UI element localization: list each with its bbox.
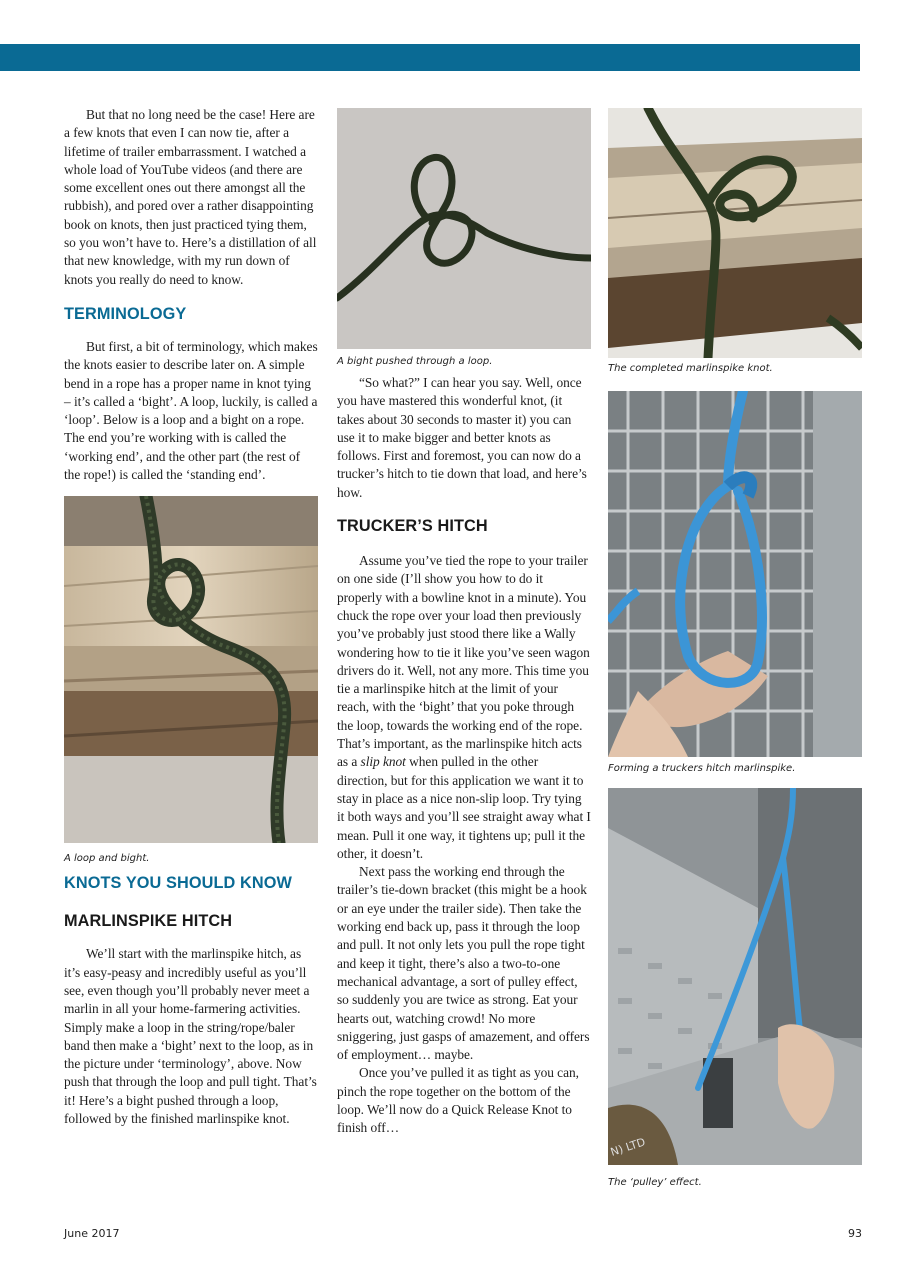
loop-and-bight-photo [64, 496, 318, 843]
truckers-hitch-photo [608, 391, 862, 757]
pulley-effect-photo [608, 788, 862, 1165]
truckers-text-b: when pulled in the other direction, but for this application we want it to stay in place as a nice non-slip loop. Try tying it both ways and you’ll see straight away what I mean. Pull it one way, it tightens up; pull it the other, it doesn’t. [337, 754, 591, 861]
marlinspike-paragraph: We’ll start with the marlinspike hitch, as it’s easy-peasy and incredibly useful as you’ll see, even though you’ll probably never meet a marlin in all your home-farmering activities. Simply make a loop in the string/rope/baler band then make a ‘bight’ next to the loop, as in the picture under ‘terminology’, above. Now push that through the loop and pull tight. That’s it! Here’s a bight pushed through a loop, followed by the finished marlinspike knot. [64, 946, 317, 1127]
truckers-paragraph-3: Once you’ve pulled it as tight as you can, pinch the rope together on the bottom of the loop. We’ll now do a Quick Release Knot to finish off… [337, 1065, 579, 1136]
loop-and-bight-caption: A loop and bight. [64, 853, 150, 865]
marlinspike-hitch-heading: MARLINSPIKE HITCH [64, 912, 233, 931]
footer-date: June 2017 [64, 1227, 120, 1240]
truckers-paragraph-1 [337, 552, 591, 863]
terminology-paragraph: But first, a bit of terminology, which makes the knots easier to describe later on. A simple bend in a rope has a proper name in knot tying – it’s called a ‘bight’. A loop, luckily, is called a ‘loop’. Below is a loop and a bight on a rope. The end you’re working with is called the ‘working end’, and the other part (the rest of the rope!) is called the ‘standing end’. [64, 338, 318, 483]
intro-paragraph: But that no long need be the case! Here are a few knots that even I can now tie, after a lifetime of trailer embarrassment. I watched a whole load of YouTube videos (and there are some excellent ones out there amongst all the rubbish), and pored over a rather disappointing book on knots, then just practiced tying them, so you won’t have to. Here’s a distillation of all that new knowledge, with my run down of knots you really do need to know. [64, 107, 317, 287]
header-accent-bar [0, 44, 860, 71]
completed-marlinspike-caption: The completed marlinspike knot. [608, 363, 773, 374]
column-2 [337, 108, 591, 1138]
bight-through-loop-photo [337, 108, 591, 349]
truckers-hitch-caption: Forming a truckers hitch marlinspike. [608, 763, 796, 774]
bight-through-loop-caption: A bight pushed through a loop. [337, 356, 493, 367]
truckers-text-a: Assume you’ve tied the rope to your trailer on one side (I’ll show you how to do it properly with a bowline knot in a minute). You chuck the rope over your load then previously you’ve probably just stood there like a Wally wondering how to tie it like you’ve seen wagon drivers do it. Well, not any more. This time you tie a marlinspike hitch at the limit of your reach, with the ‘bight’ that you poke through the loop, towards the working end of the rope. That’s important, as the marlinspike hitch acts as a [337, 553, 590, 770]
knots-you-should-know-heading: KNOTS YOU SHOULD KNOW [64, 874, 292, 893]
so-what-paragraph: “So what?” I can hear you say. Well, once you have mastered this wonderful knot, (it takes about 30 seconds to master it) you can use it to make bigger and better knots as follows. First and foremost, you can now do a trucker’s hitch to tie down that load, and here’s how. [337, 375, 587, 500]
truckers-hitch-heading: TRUCKER’S HITCH [337, 517, 488, 536]
terminology-heading: TERMINOLOGY [64, 304, 187, 323]
column-1 [64, 106, 318, 1128]
completed-marlinspike-photo [608, 108, 862, 358]
slip-knot-emphasis: slip knot [360, 754, 406, 770]
column-3 [608, 108, 862, 1188]
truckers-paragraph-2: Next pass the working end through the trailer’s tie-down bracket (this might be a hook or an eye under the trailer side). Then take the working end back up, pass it through the loop and pull. It not only lets you pull the rope tight and keep it tight, there’s also a two-to-one mechanical advantage, a sort of pulley effect, so suddenly you are twice as strong. Eat your hearts out, watching crowd! No more sniggering, just gasps of amazement, and offers of employment… maybe. [337, 864, 590, 1063]
footer-page-number: 93 [848, 1227, 862, 1240]
pulley-effect-caption: The ‘pulley’ effect. [608, 1177, 702, 1188]
trailer-label-text: N) LTD [608, 1135, 648, 1159]
